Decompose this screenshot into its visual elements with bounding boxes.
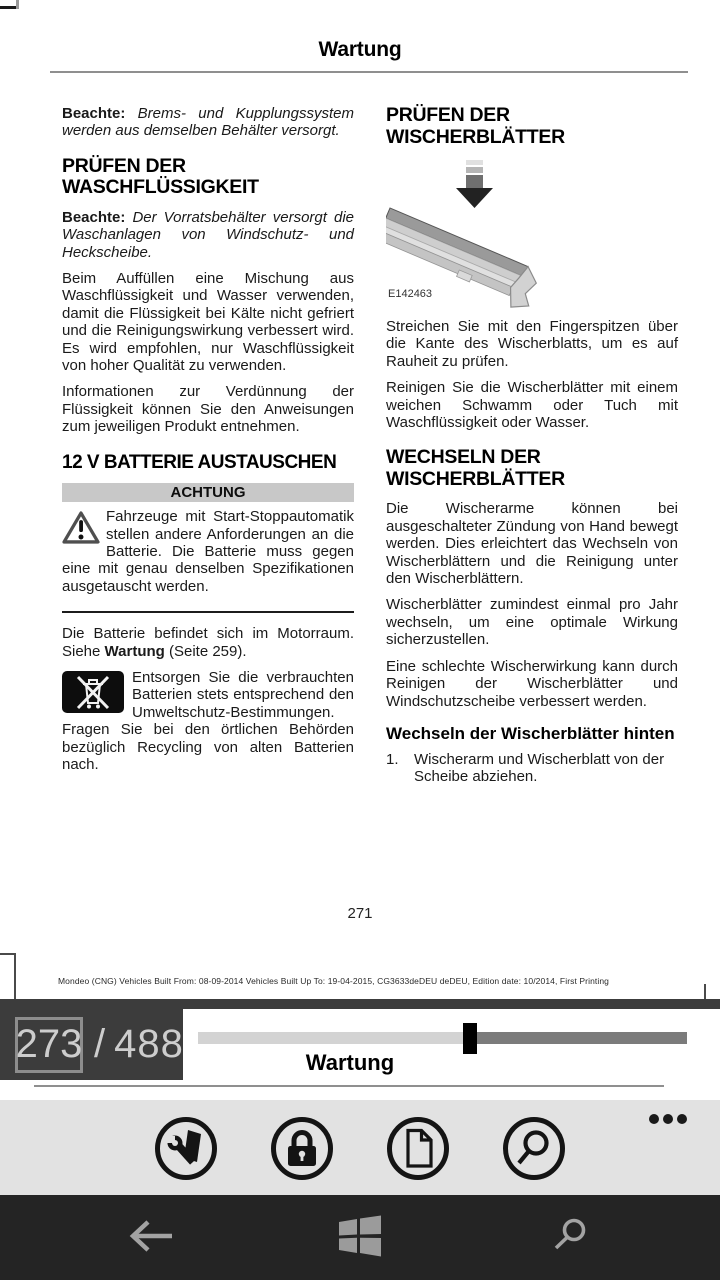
next-page-title-divider — [34, 1085, 664, 1087]
windows-logo-icon — [337, 1212, 383, 1260]
page-indicator-separator: / — [94, 1022, 106, 1066]
ellipsis-icon — [663, 1114, 673, 1124]
text-run: (Seite 259). — [164, 642, 247, 660]
text-run: Die Batterie befindet sich im Motorraum. Siehe — [62, 625, 354, 660]
page-footer-imprint: Mondeo (CNG) Vehicles Built From: 08-09-2014 Vehicles Built Up To: 19-04-2015, CG3633deDEU deDEU, Edition date: 10/2014, First Printing — [58, 976, 610, 986]
page-icon — [387, 1117, 449, 1180]
heading-replace-wipers: WECHSELN DER WISCHERBLÄTTER — [386, 446, 565, 490]
wiper-blade-figure — [386, 158, 678, 308]
page-slider-remaining — [470, 1032, 687, 1044]
wiper-blade-illustration — [386, 158, 561, 308]
lock-icon — [271, 1117, 333, 1180]
figure-code-label: E142463 — [388, 288, 433, 300]
more-options-button[interactable] — [649, 1114, 687, 1124]
search-icon — [503, 1117, 565, 1180]
para-dilution: Informationen zur Verdünnung der Flüssigkeit können Sie den Anweisungen zum jeweiligen Produkt entnehmen. — [62, 383, 354, 436]
page-stack-edge-top-left-v — [16, 0, 19, 9]
note-reservoir — [62, 209, 354, 261]
search-icon — [550, 1217, 590, 1255]
page-slider-track[interactable] — [198, 1032, 687, 1044]
back-button[interactable] — [128, 1219, 176, 1256]
para-arms: Die Wischerarme können bei ausgeschalteter Zündung von Hand bewegt werden. Dies erleichtert das Wechseln von Wischerblättern und die Reinigung unter den Wischerblättern. — [386, 500, 678, 588]
next-page-title: Wartung — [305, 1050, 395, 1075]
page-stack-edge-top-left-h — [0, 6, 16, 9]
lock-button[interactable] — [271, 1117, 333, 1180]
cross-reference: Wartung — [104, 642, 165, 660]
heading-battery: 12 V BATTERIE AUSTAUSCHEN — [62, 451, 337, 473]
para-battery-location — [62, 625, 354, 660]
left-column — [62, 105, 354, 773]
page-slider-thumb[interactable] — [463, 1023, 477, 1054]
page-view-button[interactable] — [387, 1117, 449, 1180]
heading-check-wipers: PRÜFEN DER WISCHERBLÄTTER — [386, 104, 565, 148]
list-item-text: Wischerarm und Wischerblatt von der Scheibe abziehen. — [414, 750, 665, 786]
note-brake-clutch — [62, 105, 354, 140]
subheading-rear-wipers: Wechseln der Wischerblätter hinten — [386, 723, 675, 743]
warning-text: Fahrzeuge mit Start-Stoppautomatik stellen andere Anforderungen an die Batterie. Die Batterie muss gegen eine mit genau denselben Spezifikationen ausgetauscht werden. — [62, 508, 354, 595]
list-item — [386, 751, 678, 786]
page-title: Wartung — [318, 38, 402, 61]
current-page-input[interactable]: 273 — [15, 1017, 83, 1073]
start-button[interactable] — [337, 1212, 383, 1263]
heading-washer-fluid: PRÜFEN DER WASCHFLÜSSIGKEIT — [62, 154, 259, 199]
para-fingertips: Streichen Sie mit den Fingerspitzen über die Kante des Wischerblatts, um es auf Rauheit zu prüfen. — [386, 318, 678, 370]
system-navbar — [0, 1195, 720, 1280]
warning-title-bar: ACHTUNG — [62, 483, 354, 502]
page-stack-edge-right-v — [704, 984, 706, 999]
printed-page-number: 271 — [347, 905, 373, 922]
list-item-number: 1. — [386, 750, 399, 768]
disposal-block — [62, 669, 354, 721]
page-stack-edge-left-h — [0, 953, 15, 955]
page-indicator-panel — [0, 1009, 183, 1080]
right-column — [386, 105, 678, 795]
battery-disposal-icon — [62, 671, 124, 718]
total-pages-label: 488 — [114, 1022, 184, 1066]
reader-overlay-strip — [0, 999, 720, 1009]
ellipsis-icon — [649, 1114, 659, 1124]
page-tools-button[interactable] — [155, 1117, 217, 1180]
ellipsis-icon — [677, 1114, 687, 1124]
para-yearly: Wischerblätter zumindest einmal pro Jahr wechseln, um eine optimale Wirkung sicherzustellen. — [386, 596, 678, 649]
note-text: Brems- und Kupplungssystem werden aus demselben Behälter versorgt. — [62, 105, 354, 140]
warning-box — [62, 483, 354, 613]
page-tools-icon — [155, 1117, 217, 1180]
para-mixture: Beim Auffüllen eine Mischung aus Waschflüssigkeit und Wasser verwenden, damit die Flüssigkeit bei Kälte nicht gefriert und die Reinigungswirkung verbessert wird. Es wird empfohlen, nur Waschflüssigkeit von hoher Qualität zu verwenden. — [62, 270, 354, 375]
app-toolbar — [0, 1100, 720, 1195]
para-poor-wipe: Eine schlechte Wischerwirkung kann durch Reinigen der Wischerblätter und Windschutzscheibe verbessert werden. — [386, 657, 678, 710]
title-divider — [50, 71, 688, 73]
para-recycling: Fragen Sie bei den örtlichen Behörden bezüglich Recycling von alten Batterien nach. — [62, 721, 354, 774]
search-nav-button[interactable] — [550, 1217, 590, 1258]
note-label: Beachte: — [62, 105, 126, 122]
page-stack-edge-left-v — [14, 953, 16, 999]
warning-triangle-icon — [62, 510, 100, 550]
para-disposal: Entsorgen Sie die verbrauchten Batterien stets entsprechend den Umweltschutz-Bestimmungen. — [132, 669, 354, 721]
note-label: Beachte: — [62, 208, 126, 226]
para-clean: Reinigen Sie die Wischerblätter mit einem weichen Schwamm oder Tuch mit Waschflüssigkeit oder Wasser. — [386, 379, 678, 432]
back-arrow-icon — [128, 1219, 176, 1253]
search-button[interactable] — [503, 1117, 565, 1180]
note-text: Der Vorratsbehälter versorgt die Waschanlagen von Windschutz- und Heckscheibe. — [62, 208, 355, 261]
